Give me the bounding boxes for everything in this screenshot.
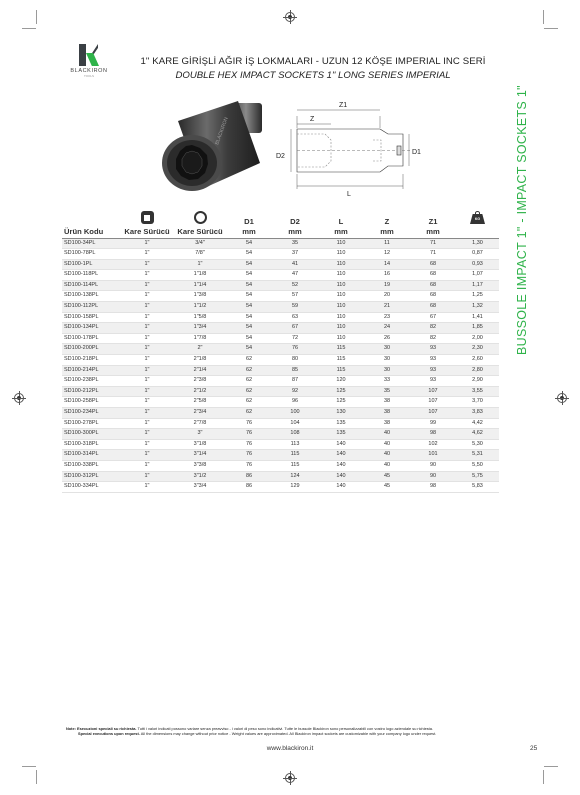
page-title-english: DOUBLE HEX IMPACT SOCKETS 1" LONG SERIES IMPERIAL <box>175 70 451 81</box>
table-row <box>62 259 499 270</box>
table-row <box>62 376 499 387</box>
crop-mark <box>544 28 558 29</box>
table-cell: 3,83 <box>456 408 499 419</box>
table-cell: 1" <box>120 429 174 440</box>
table-cell: 110 <box>318 333 364 344</box>
table-cell: 1,17 <box>456 280 499 291</box>
table-cell: 14 <box>364 259 410 270</box>
table-cell: 4,62 <box>456 429 499 440</box>
table-cell: 68 <box>410 270 456 281</box>
table-cell: 76 <box>226 429 272 440</box>
table-cell: 76 <box>226 439 272 450</box>
table-cell: 40 <box>364 439 410 450</box>
table-cell: 1,07 <box>456 270 499 281</box>
brand-tagline: TOOLS <box>83 74 95 78</box>
table-cell: 107 <box>410 408 456 419</box>
table-cell: 0,87 <box>456 249 499 260</box>
table-cell: 40 <box>364 450 410 461</box>
table-cell: 108 <box>272 429 318 440</box>
table-cell: 107 <box>410 397 456 408</box>
table-cell: 62 <box>226 376 272 387</box>
table-cell: SD100-334PL <box>62 482 120 493</box>
table-cell: 63 <box>272 312 318 323</box>
table-cell: 1" <box>120 450 174 461</box>
table-row <box>62 460 499 471</box>
unit-weight-spacer <box>456 226 499 238</box>
table-cell: 62 <box>226 355 272 366</box>
table-row <box>62 450 499 461</box>
table-cell: 54 <box>226 270 272 281</box>
table-cell: SD100-178PL <box>62 333 120 344</box>
table-cell: 3"1/8 <box>174 439 226 450</box>
table-row <box>62 408 499 419</box>
table-cell: 115 <box>318 344 364 355</box>
svg-text:BLACKIRON: BLACKIRON <box>214 116 230 146</box>
table-cell: SD100-138PL <box>62 291 120 302</box>
note-line2-bold: Special executions upon request. <box>78 731 140 737</box>
table-row <box>62 323 499 334</box>
socket-spec-table <box>62 210 499 493</box>
table-cell: 125 <box>318 397 364 408</box>
table-cell: SD100-118PL <box>62 270 120 281</box>
table-cell: 1" <box>120 471 174 482</box>
table-cell: 98 <box>410 429 456 440</box>
table-cell: 110 <box>318 238 364 249</box>
table-cell: 86 <box>226 471 272 482</box>
table-cell: 11 <box>364 238 410 249</box>
table-cell: 68 <box>410 259 456 270</box>
table-row <box>62 344 499 355</box>
registration-mark-left <box>14 393 24 403</box>
table-cell: SD100-112PL <box>62 302 120 313</box>
table-cell: 2"1/2 <box>174 386 226 397</box>
table-cell: 57 <box>272 291 318 302</box>
col-header-square-drive: Kare Sürücü <box>120 226 174 238</box>
table-cell: 1" <box>120 270 174 281</box>
table-cell: 76 <box>226 450 272 461</box>
table-cell: 1,85 <box>456 323 499 334</box>
table-cell: 90 <box>410 460 456 471</box>
table-cell: 68 <box>410 280 456 291</box>
table-cell: 110 <box>318 249 364 260</box>
table-cell: 1" <box>120 259 174 270</box>
table-cell: SD100-312PL <box>62 471 120 482</box>
table-cell: SD100-34PL <box>62 238 120 249</box>
table-cell: SD100-200PL <box>62 344 120 355</box>
table-cell: 1" <box>120 249 174 260</box>
table-cell: 1,41 <box>456 312 499 323</box>
table-cell: 5,83 <box>456 482 499 493</box>
table-cell: 62 <box>226 386 272 397</box>
unit-d1: mm <box>226 226 272 238</box>
table-cell: 24 <box>364 323 410 334</box>
unit-z1: mm <box>410 226 456 238</box>
table-cell: 37 <box>272 249 318 260</box>
table-cell: 3"1/4 <box>174 450 226 461</box>
table-row <box>62 471 499 482</box>
table-cell: 62 <box>226 397 272 408</box>
crop-mark <box>544 766 558 767</box>
double-hex-icon <box>194 211 207 224</box>
table-cell: 1,30 <box>456 238 499 249</box>
table-cell: 23 <box>364 312 410 323</box>
table-cell: 102 <box>410 439 456 450</box>
table-cell: 1" <box>120 280 174 291</box>
table-cell: 12 <box>364 249 410 260</box>
table-cell: 82 <box>410 323 456 334</box>
table-cell: 20 <box>364 291 410 302</box>
table-cell: 3,70 <box>456 397 499 408</box>
crop-mark <box>22 766 36 767</box>
table-cell: 54 <box>226 280 272 291</box>
table-cell: 96 <box>272 397 318 408</box>
table-cell: 129 <box>272 482 318 493</box>
table-cell: 3/4" <box>174 238 226 249</box>
table-cell: 1" <box>120 460 174 471</box>
table-cell: 99 <box>410 418 456 429</box>
table-cell: 104 <box>272 418 318 429</box>
table-row <box>62 429 499 440</box>
table-row <box>62 312 499 323</box>
table-cell: 110 <box>318 312 364 323</box>
table-cell: 62 <box>226 365 272 376</box>
table-cell: 2,00 <box>456 333 499 344</box>
table-cell: SD100-134PL <box>62 323 120 334</box>
col-header-square-drive-2: Kare Sürücü <box>174 226 226 238</box>
table-cell: 93 <box>410 355 456 366</box>
table-row <box>62 238 499 249</box>
table-cell: 2"5/8 <box>174 397 226 408</box>
page-number: 25 <box>530 745 538 752</box>
diagram-label-d1: D1 <box>412 149 421 156</box>
table-cell: 1"5/8 <box>174 312 226 323</box>
table-cell: 125 <box>318 386 364 397</box>
table-row <box>62 386 499 397</box>
table-cell: 2,30 <box>456 344 499 355</box>
table-cell: 1"7/8 <box>174 333 226 344</box>
table-cell: 1"1/8 <box>174 270 226 281</box>
table-cell: 80 <box>272 355 318 366</box>
table-cell: 110 <box>318 302 364 313</box>
unit-l: mm <box>318 226 364 238</box>
table-cell: 1" <box>174 259 226 270</box>
table-cell: 3"1/2 <box>174 471 226 482</box>
table-cell: 124 <box>272 471 318 482</box>
table-cell: 107 <box>410 386 456 397</box>
table-cell: 2"7/8 <box>174 418 226 429</box>
table-cell: 35 <box>364 386 410 397</box>
table-cell: 1" <box>120 333 174 344</box>
table-row <box>62 355 499 366</box>
table-cell: 67 <box>272 323 318 334</box>
table-cell: 1" <box>120 386 174 397</box>
col-header-z1: Z1 <box>428 217 438 226</box>
table-cell: 110 <box>318 280 364 291</box>
table-cell: 1"3/4 <box>174 323 226 334</box>
brand-name: BLACKIRON <box>70 68 108 74</box>
table-cell: 76 <box>226 460 272 471</box>
table-cell: 54 <box>226 291 272 302</box>
table-cell: 85 <box>272 365 318 376</box>
table-cell: 115 <box>318 355 364 366</box>
registration-mark-top <box>285 12 295 22</box>
table-cell: 113 <box>272 439 318 450</box>
table-cell: 7/8" <box>174 249 226 260</box>
hex-size-header <box>174 210 226 226</box>
table-row <box>62 439 499 450</box>
table-cell: 67 <box>410 312 456 323</box>
table-cell: 35 <box>272 238 318 249</box>
table-cell: SD100-1PL <box>62 259 120 270</box>
diagram-label-z: Z <box>310 116 315 123</box>
table-cell: 93 <box>410 365 456 376</box>
table-cell: 120 <box>318 376 364 387</box>
table-cell: 52 <box>272 280 318 291</box>
table-row <box>62 365 499 376</box>
table-cell: 68 <box>410 291 456 302</box>
table-cell: 2"1/8 <box>174 355 226 366</box>
table-cell: 98 <box>410 482 456 493</box>
table-cell: 5,30 <box>456 439 499 450</box>
table-cell: SD100-278PL <box>62 418 120 429</box>
table-cell: 1" <box>120 355 174 366</box>
col-header-product-code: Ürün Kodu <box>62 226 120 238</box>
table-cell: 2"3/8 <box>174 376 226 387</box>
table-cell: SD100-338PL <box>62 460 120 471</box>
weight-icon: KG <box>470 211 485 224</box>
table-row <box>62 418 499 429</box>
table-cell: 3,55 <box>456 386 499 397</box>
table-cell: 115 <box>272 450 318 461</box>
table-cell: 3" <box>174 429 226 440</box>
table-cell: 21 <box>364 302 410 313</box>
square-drive-icon <box>141 211 154 224</box>
table-cell: 45 <box>364 482 410 493</box>
registration-mark-right <box>557 393 567 403</box>
table-cell: 130 <box>318 408 364 419</box>
table-cell: 1" <box>120 365 174 376</box>
table-cell: 115 <box>318 365 364 376</box>
table-cell: 92 <box>272 386 318 397</box>
table-cell: 30 <box>364 365 410 376</box>
table-cell: 2"1/4 <box>174 365 226 376</box>
table-cell: 93 <box>410 344 456 355</box>
col-header-z: Z <box>384 217 390 226</box>
table-row <box>62 482 499 493</box>
diagram-label-l: L <box>347 191 351 198</box>
table-cell: 135 <box>318 429 364 440</box>
table-cell: 140 <box>318 460 364 471</box>
brand-logo <box>66 44 112 78</box>
table-cell: 1" <box>120 312 174 323</box>
table-cell: 41 <box>272 259 318 270</box>
square-drive-header <box>120 210 174 226</box>
table-cell: 115 <box>272 460 318 471</box>
crop-mark <box>543 770 544 784</box>
table-row <box>62 249 499 260</box>
table-cell: 1" <box>120 323 174 334</box>
table-cell: SD100-300PL <box>62 429 120 440</box>
table-cell: 54 <box>226 333 272 344</box>
table-cell: 1" <box>120 291 174 302</box>
note-line2: All the dimensions may change without prior notice - Weight values are approximated. All Blackiron impact sockets are customizable with your company logo under request. <box>139 731 437 737</box>
unit-d2: mm <box>272 226 318 238</box>
table-cell: 38 <box>364 418 410 429</box>
table-cell: 140 <box>318 439 364 450</box>
table-cell: 38 <box>364 397 410 408</box>
table-cell: 93 <box>410 376 456 387</box>
table-cell: 135 <box>318 418 364 429</box>
header-spacer <box>62 210 120 226</box>
table-cell: 0,93 <box>456 259 499 270</box>
table-cell: 54 <box>226 302 272 313</box>
socket-product-photo <box>160 93 270 201</box>
page-title-turkish: 1" KARE GİRİŞLİ AĞIR İŞ LOKMALARI - UZUN 12 KÖŞE IMPERIAL INC SERİ <box>140 56 486 67</box>
table-cell: 101 <box>410 450 456 461</box>
registration-mark-bottom <box>285 773 295 783</box>
table-cell: 30 <box>364 355 410 366</box>
table-cell: 2" <box>174 344 226 355</box>
table-cell: 71 <box>410 238 456 249</box>
table-cell: 54 <box>226 238 272 249</box>
table-cell: 33 <box>364 376 410 387</box>
table-cell: 2,90 <box>456 376 499 387</box>
table-cell: 1" <box>120 344 174 355</box>
table-cell: SD100-214PL <box>62 365 120 376</box>
table-cell: 54 <box>226 323 272 334</box>
diagram-label-d2: D2 <box>276 153 285 160</box>
table-cell: 40 <box>364 460 410 471</box>
table-cell: 5,75 <box>456 471 499 482</box>
socket-dimension-diagram <box>276 96 445 206</box>
table-cell: 47 <box>272 270 318 281</box>
table-cell: 5,31 <box>456 450 499 461</box>
table-cell: 68 <box>410 302 456 313</box>
col-header-l: L <box>338 217 344 226</box>
table-cell: 2,60 <box>456 355 499 366</box>
logo-k-icon <box>79 44 99 66</box>
table-cell: 3"3/8 <box>174 460 226 471</box>
table-cell: 62 <box>226 408 272 419</box>
table-cell: 1" <box>120 408 174 419</box>
table-cell: 140 <box>318 450 364 461</box>
table-cell: 54 <box>226 249 272 260</box>
table-cell: SD100-158PL <box>62 312 120 323</box>
table-cell: 59 <box>272 302 318 313</box>
table-cell: 2,80 <box>456 365 499 376</box>
table-cell: 19 <box>364 280 410 291</box>
table-row <box>62 291 499 302</box>
table-cell: 5,50 <box>456 460 499 471</box>
table-cell: 2"3/4 <box>174 408 226 419</box>
table-cell: 40 <box>364 429 410 440</box>
note-label: Note: <box>66 726 76 731</box>
table-cell: 1"1/2 <box>174 302 226 313</box>
table-cell: 140 <box>318 471 364 482</box>
table-cell: 110 <box>318 291 364 302</box>
crop-mark <box>36 10 37 24</box>
note-line1: Tutti i valori indicati possono variare senza preavviso - i valori di peso sono indicativi. Tutte le bussole Blackiron sono personalizzabili con vostro logo aziendale su richiesta. <box>136 726 434 731</box>
table-cell: 3"3/4 <box>174 482 226 493</box>
table-cell: SD100-114PL <box>62 280 120 291</box>
table-cell: 54 <box>226 312 272 323</box>
table-cell: 30 <box>364 344 410 355</box>
table-cell: 140 <box>318 482 364 493</box>
table-cell: SD100-238PL <box>62 376 120 387</box>
table-row <box>62 302 499 313</box>
table-cell: 1" <box>120 418 174 429</box>
table-cell: 4,42 <box>456 418 499 429</box>
table-cell: 26 <box>364 333 410 344</box>
table-cell: 1"1/4 <box>174 280 226 291</box>
crop-mark <box>22 28 36 29</box>
table-row <box>62 397 499 408</box>
weight-header <box>456 210 499 226</box>
table-cell: SD100-314PL <box>62 450 120 461</box>
table-cell: 82 <box>410 333 456 344</box>
footnote <box>66 726 526 737</box>
table-cell: 1" <box>120 302 174 313</box>
table-cell: 72 <box>272 333 318 344</box>
table-cell: SD100-212PL <box>62 386 120 397</box>
table-cell: 1" <box>120 238 174 249</box>
col-header-d1: D1 <box>244 217 254 226</box>
table-row <box>62 333 499 344</box>
table-cell: 54 <box>226 344 272 355</box>
table-cell: 1"3/8 <box>174 291 226 302</box>
table-cell: 1,25 <box>456 291 499 302</box>
table-cell: 110 <box>318 323 364 334</box>
table-cell: SD100-318PL <box>62 439 120 450</box>
table-cell: 86 <box>226 482 272 493</box>
table-cell: 100 <box>272 408 318 419</box>
table-row <box>62 280 499 291</box>
table-cell: 71 <box>410 249 456 260</box>
table-cell: 87 <box>272 376 318 387</box>
table-row <box>62 270 499 281</box>
table-cell: SD100-78PL <box>62 249 120 260</box>
crop-mark <box>36 770 37 784</box>
side-section-label: BUSSOLE IMPACT 1" - IMPACT SOCKETS 1" <box>515 85 529 355</box>
col-header-d2: D2 <box>290 217 300 226</box>
table-cell: 110 <box>318 270 364 281</box>
unit-z: mm <box>364 226 410 238</box>
table-cell: 110 <box>318 259 364 270</box>
table-cell: 38 <box>364 408 410 419</box>
table-cell: 1" <box>120 397 174 408</box>
table-cell: 90 <box>410 471 456 482</box>
table-cell: 76 <box>226 418 272 429</box>
table-cell: 1,32 <box>456 302 499 313</box>
crop-mark <box>543 10 544 24</box>
diagram-label-z1: Z1 <box>339 102 348 109</box>
table-cell: 1" <box>120 376 174 387</box>
table-cell: 1" <box>120 482 174 493</box>
table-cell: 1" <box>120 439 174 450</box>
table-cell: 76 <box>272 344 318 355</box>
website-url[interactable]: www.blackiron.it <box>266 745 314 752</box>
table-cell: 45 <box>364 471 410 482</box>
table-cell: 54 <box>226 259 272 270</box>
table-cell: SD100-234PL <box>62 408 120 419</box>
table-cell: SD100-258PL <box>62 397 120 408</box>
table-cell: 16 <box>364 270 410 281</box>
note-line1-bold: Esecuzioni speciali su richiesta. <box>77 726 137 731</box>
table-cell: SD100-218PL <box>62 355 120 366</box>
